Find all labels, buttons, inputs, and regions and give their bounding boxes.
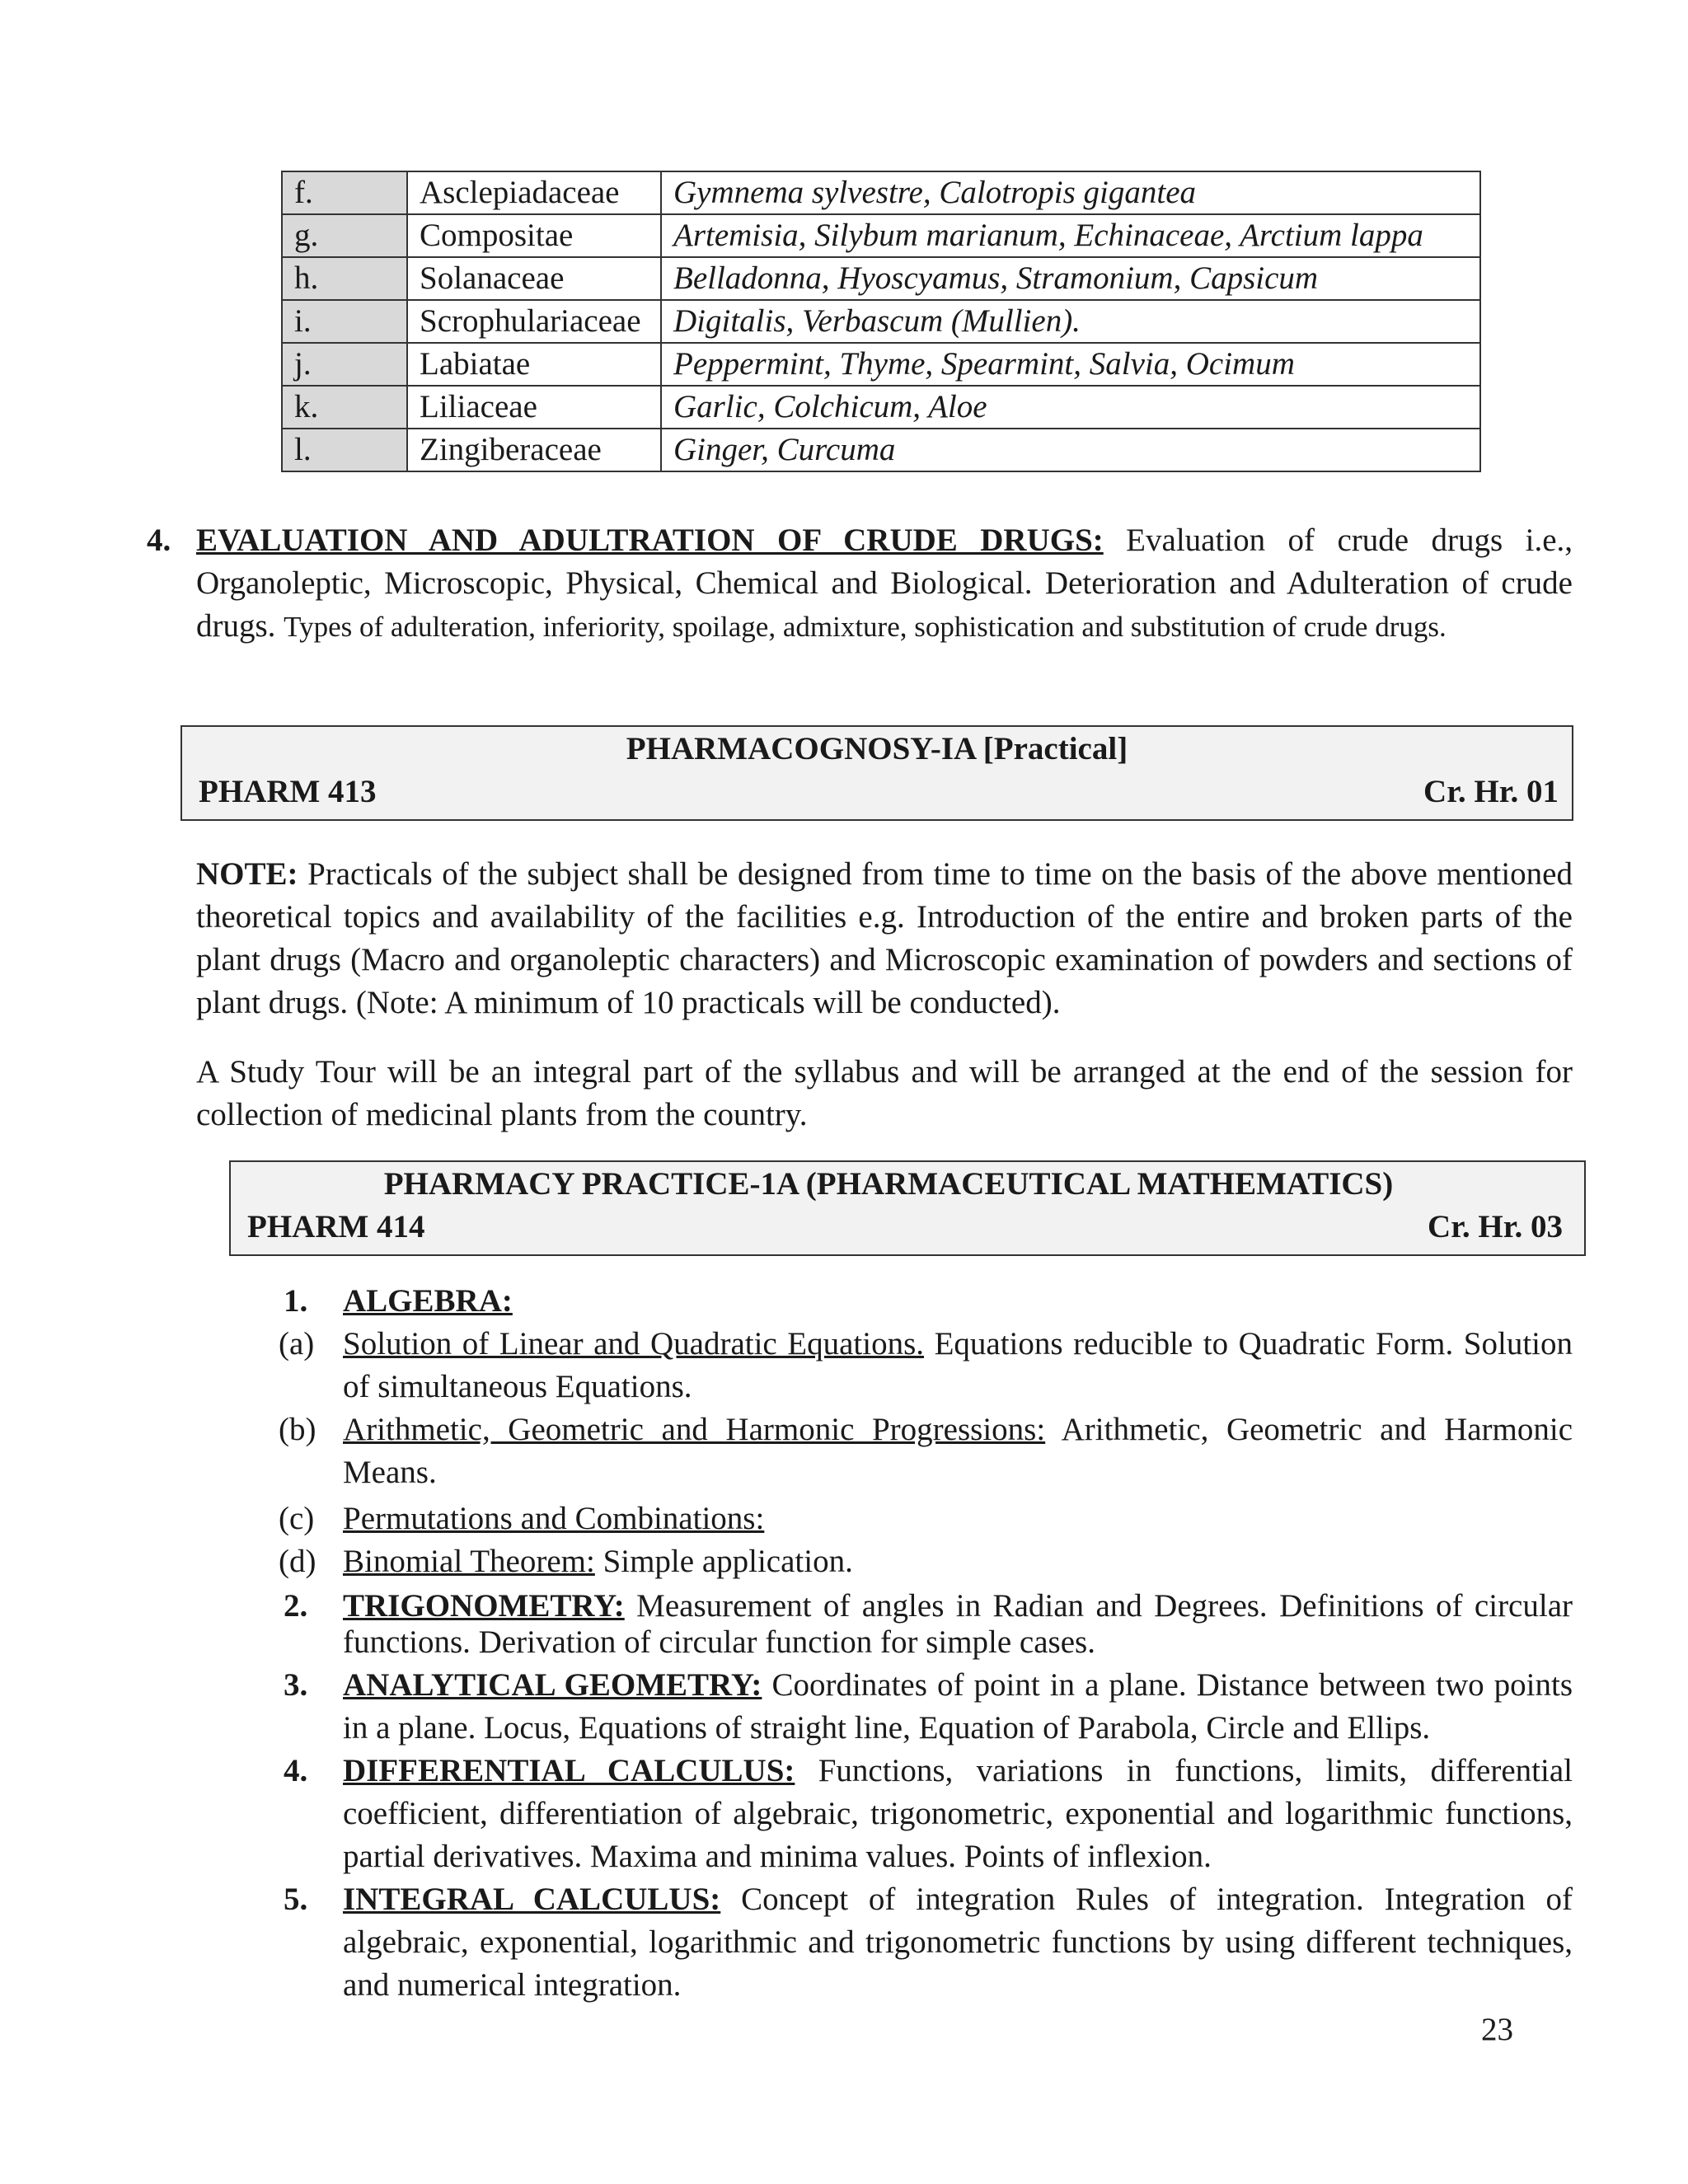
item-heading: INTEGRAL CALCULUS: bbox=[343, 1882, 721, 1917]
family-name: Labiatae bbox=[407, 343, 661, 386]
section-text: Evaluation of crude drugs i.e., Organoleptic, Microscopic, Physical, Chemical and Biological. Deterioration and Adulteration of crude drugs. bbox=[196, 523, 1573, 644]
item-text: Concept of integration Rules of integration. Integration of algebraic, exponential, logarithmic and trigonometric functions by using different techniques, and numerical integration. bbox=[343, 1882, 1573, 2003]
row-letter: g. bbox=[282, 214, 407, 257]
item-heading: DIFFERENTIAL CALCULUS: bbox=[343, 1753, 795, 1788]
list-item bbox=[160, 1497, 1573, 1540]
list-item bbox=[196, 1750, 1573, 1878]
drug-examples: Garlic, Colchicum, Aloe bbox=[661, 386, 1480, 429]
item-text: Measurement of angles in Radian and Degrees. Definitions of circular functions. Derivation of circular function for simple cases. bbox=[343, 1588, 1573, 1660]
family-name: Scrophulariaceae bbox=[407, 300, 661, 343]
list-item bbox=[160, 1408, 1573, 1494]
table-row bbox=[282, 214, 1480, 257]
drug-examples: Ginger, Curcuma bbox=[661, 429, 1480, 471]
list-item bbox=[196, 1588, 1573, 1661]
item-text: Simple application. bbox=[594, 1544, 853, 1579]
drug-examples: Peppermint, Thyme, Spearmint, Salvia, Ocimum bbox=[661, 343, 1480, 386]
item-heading: ANALYTICAL GEOMETRY: bbox=[343, 1667, 762, 1703]
row-letter: h. bbox=[282, 257, 407, 300]
list-item bbox=[160, 1540, 1573, 1583]
item-number: (c) bbox=[279, 1501, 315, 1536]
note-text: Practicals of the subject shall be designed from time to time on the basis of the above mentioned theoretical topics and availability of the facilities e.g. Introduction of the entire and broken parts of the plant drugs (Macro and organoleptic characters) and Microscopic examination of powders and sections of plant drugs. (Note: A minimum of 10 practicals will be conducted). bbox=[196, 856, 1573, 1020]
row-letter: l. bbox=[282, 429, 407, 471]
note-paragraph bbox=[196, 853, 1573, 1024]
course-title: PHARMACY PRACTICE-1A (PHARMACEUTICAL MATHEMATICS) bbox=[383, 1166, 1394, 1202]
item-heading: Solution of Linear and Quadratic Equations. bbox=[343, 1326, 925, 1361]
course-code: PHARM 414 bbox=[247, 1209, 425, 1244]
drug-examples: Belladonna, Hyoscyamus, Stramonium, Capsicum bbox=[661, 257, 1480, 300]
section-evaluation bbox=[147, 519, 1573, 649]
course-title: PHARMACOGNOSY-IA [Practical] bbox=[626, 731, 1128, 766]
drug-examples: Gymnema sylvestre, Calotropis gigantea bbox=[661, 171, 1480, 214]
course-header-pharm-414 bbox=[229, 1160, 1586, 1256]
section-number: 4. bbox=[147, 523, 171, 558]
row-letter: j. bbox=[282, 343, 407, 386]
credit-hours: Cr. Hr. 01 bbox=[1423, 774, 1559, 809]
family-name: Asclepiadaceae bbox=[407, 171, 661, 214]
table-row bbox=[282, 300, 1480, 343]
list-item bbox=[196, 1664, 1573, 1750]
family-name: Solanaceae bbox=[407, 257, 661, 300]
item-heading: Binomial Theorem: bbox=[343, 1544, 595, 1579]
section-body bbox=[196, 519, 1573, 649]
item-number: (d) bbox=[279, 1544, 316, 1579]
topic-list bbox=[196, 1280, 1573, 2007]
item-text: Arithmetic, Geometric and Harmonic Means. bbox=[343, 1412, 1573, 1490]
row-letter: i. bbox=[282, 300, 407, 343]
item-heading: Permutations and Combinations: bbox=[343, 1501, 765, 1536]
table-row bbox=[282, 429, 1480, 471]
study-tour-paragraph: A Study Tour will be an integral part of the syllabus and will be arranged at the end of the session for collection of medicinal plants from the country. bbox=[196, 1054, 1573, 1132]
family-name: Compositae bbox=[407, 214, 661, 257]
family-name: Zingiberaceae bbox=[407, 429, 661, 471]
section-small-text: Types of adulteration, inferiority, spoilage, admixture, sophistication and substitution of crude drugs. bbox=[284, 611, 1447, 643]
row-letter: f. bbox=[282, 171, 407, 214]
course-header-pharm-413 bbox=[181, 725, 1573, 821]
item-number: (b) bbox=[279, 1412, 316, 1447]
item-number: 1. bbox=[284, 1283, 308, 1319]
item-text: Coordinates of point in a plane. Distance between two points in a plane. Locus, Equations of straight line, Equation of Parabola, Circle and Ellips. bbox=[343, 1667, 1573, 1746]
item-number: 4. bbox=[284, 1753, 308, 1788]
list-item bbox=[196, 1280, 1573, 1323]
page-number: 23 bbox=[1481, 2012, 1513, 2047]
item-heading: TRIGONOMETRY: bbox=[343, 1588, 625, 1624]
table-row bbox=[282, 257, 1480, 300]
item-heading: Arithmetic, Geometric and Harmonic Progressions: bbox=[343, 1412, 1046, 1447]
course-code: PHARM 413 bbox=[199, 774, 377, 809]
item-number: 5. bbox=[284, 1882, 308, 1917]
note-label: NOTE: bbox=[196, 856, 298, 892]
list-item bbox=[160, 1323, 1573, 1408]
family-name: Liliaceae bbox=[407, 386, 661, 429]
item-text: Functions, variations in functions, limits, differential coefficient, differentiation of algebraic, trigonometric, exponential and logarithmic functions, partial derivatives. Maxima and minima values. Points of inflexion. bbox=[343, 1753, 1573, 1874]
row-letter: k. bbox=[282, 386, 407, 429]
plant-family-table bbox=[281, 171, 1481, 472]
table-row bbox=[282, 343, 1480, 386]
drug-examples: Digitalis, Verbascum (Mullien). bbox=[661, 300, 1480, 343]
item-number: (a) bbox=[279, 1326, 315, 1361]
item-number: 2. bbox=[284, 1588, 308, 1624]
item-number: 3. bbox=[284, 1667, 308, 1703]
item-text: Equations reducible to Quadratic Form. Solution of simultaneous Equations. bbox=[343, 1326, 1573, 1404]
section-heading: EVALUATION AND ADULTRATION OF CRUDE DRUGS: bbox=[196, 523, 1104, 558]
table-row bbox=[282, 171, 1480, 214]
item-heading: ALGEBRA: bbox=[343, 1283, 513, 1319]
credit-hours: Cr. Hr. 03 bbox=[1428, 1209, 1563, 1244]
list-item bbox=[196, 1878, 1573, 2007]
drug-examples: Artemisia, Silybum marianum, Echinaceae, Arctium lappa bbox=[661, 214, 1480, 257]
table-row bbox=[282, 386, 1480, 429]
